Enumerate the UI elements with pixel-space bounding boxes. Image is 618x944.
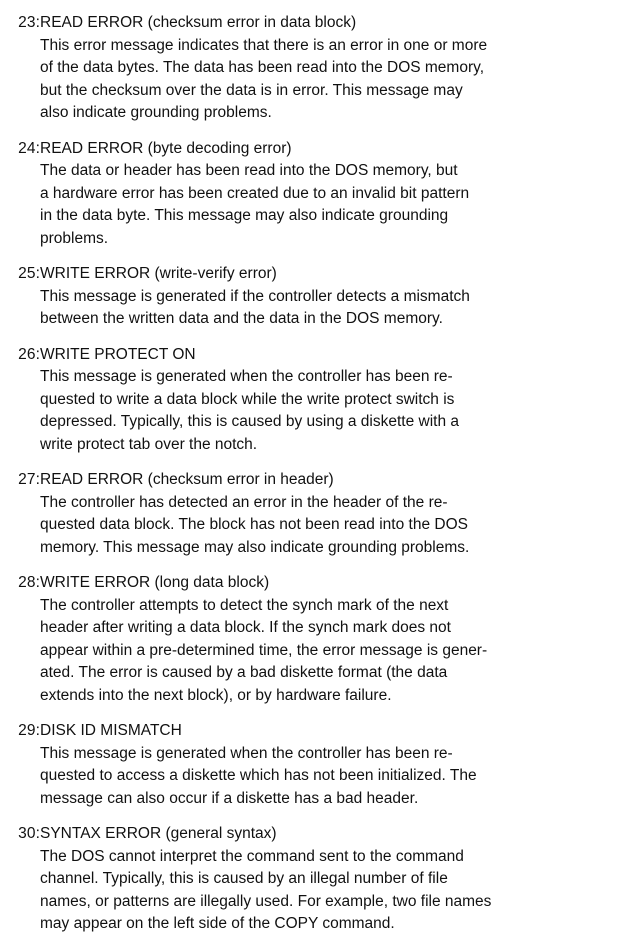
description-line: channel. Typically, this is caused by an illegal number of file	[40, 870, 448, 887]
error-title: DISK ID MISMATCH	[40, 722, 182, 739]
error-description	[40, 286, 604, 331]
description-line: may appear on the left side of the COPY command.	[40, 915, 395, 932]
description-line: write protect tab over the notch.	[40, 435, 258, 453]
error-title: READ ERROR (byte decoding error)	[40, 139, 292, 157]
error-description	[40, 35, 604, 125]
error-code: 26:	[18, 345, 40, 363]
error-entry-29	[6, 720, 604, 810]
description-line: quested to access a diskette which has not been initialized. The	[40, 767, 477, 784]
description-line: problems.	[40, 229, 109, 247]
description-line: This error message indicates that there is an error in one or more	[40, 36, 488, 54]
description-line: This message is generated when the controller has been re-	[40, 744, 453, 762]
description-line: memory. This message may also indicate grounding problems.	[40, 538, 470, 556]
error-content	[40, 344, 604, 457]
description-line: of the data bytes. The data has been read into the DOS memory,	[40, 59, 485, 76]
error-content	[40, 469, 604, 559]
description-line: The controller has detected an error in the header of the re-	[40, 493, 448, 511]
error-description	[40, 160, 604, 250]
description-line: extends into the next block), or by hardware failure.	[40, 686, 392, 704]
description-line: depressed. Typically, this is caused by using a diskette with a	[40, 413, 460, 430]
description-line: ated. The error is caused by a bad diskette format (the data	[40, 664, 448, 681]
error-code: 25:	[18, 265, 40, 282]
error-title: WRITE PROTECT ON	[40, 345, 196, 363]
description-line: This message is generated if the controller detects a mismatch	[40, 287, 470, 305]
description-line: quested data block. The block has not been read into the DOS	[40, 516, 468, 533]
description-line: This message is generated when the controller has been re-	[40, 368, 453, 385]
description-line: between the written data and the data in the DOS memory.	[40, 310, 443, 327]
description-line: The controller attempts to detect the synch mark of the next	[40, 596, 449, 614]
error-code: 24:	[18, 139, 40, 157]
error-title: READ ERROR (checksum error in header)	[40, 471, 334, 488]
error-title: SYNTAX ERROR (general syntax)	[40, 825, 277, 842]
error-content	[40, 263, 604, 331]
error-code: 28:	[18, 574, 40, 591]
error-entry-25	[6, 263, 604, 331]
description-line: in the data byte. This message may also indicate grounding	[40, 207, 449, 224]
error-code: 29:	[18, 722, 40, 739]
error-content	[40, 720, 604, 810]
error-title: WRITE ERROR (write-verify error)	[40, 265, 277, 282]
error-entry-23	[6, 12, 604, 125]
error-description	[40, 492, 604, 560]
description-line: but the checksum over the data is in error. This message may	[40, 81, 463, 99]
description-line: appear within a pre-determined time, the error message is gener-	[40, 641, 488, 659]
description-line: also indicate grounding problems.	[40, 104, 272, 121]
error-code: 27:	[18, 471, 40, 488]
error-entry-30	[6, 823, 604, 936]
description-line: message can also occur if a diskette has a bad header.	[40, 789, 419, 807]
error-entry-26	[6, 344, 604, 457]
description-line: names, or patterns are illegally used. For example, two file names	[40, 892, 492, 910]
error-content	[40, 12, 604, 125]
error-content	[40, 138, 604, 251]
description-line: a hardware error has been created due to an invalid bit pattern	[40, 184, 470, 202]
error-content	[40, 572, 604, 707]
error-code: 30:	[18, 825, 40, 842]
error-description	[40, 366, 604, 456]
error-title: READ ERROR (checksum error in data block)	[40, 14, 357, 31]
error-content	[40, 823, 604, 936]
error-entry-28	[6, 572, 604, 707]
error-entry-24	[6, 138, 604, 251]
error-title: WRITE ERROR (long data block)	[40, 574, 270, 591]
error-description	[40, 595, 604, 708]
error-description	[40, 743, 604, 811]
description-line: quested to write a data block while the write protect switch is	[40, 390, 455, 408]
error-entry-27	[6, 469, 604, 559]
error-description	[40, 846, 604, 936]
error-code: 23:	[18, 14, 40, 31]
description-line: header after writing a data block. If the synch mark does not	[40, 619, 451, 636]
description-line: The DOS cannot interpret the command sent to the command	[40, 847, 464, 865]
description-line: The data or header has been read into the DOS memory, but	[40, 162, 458, 179]
